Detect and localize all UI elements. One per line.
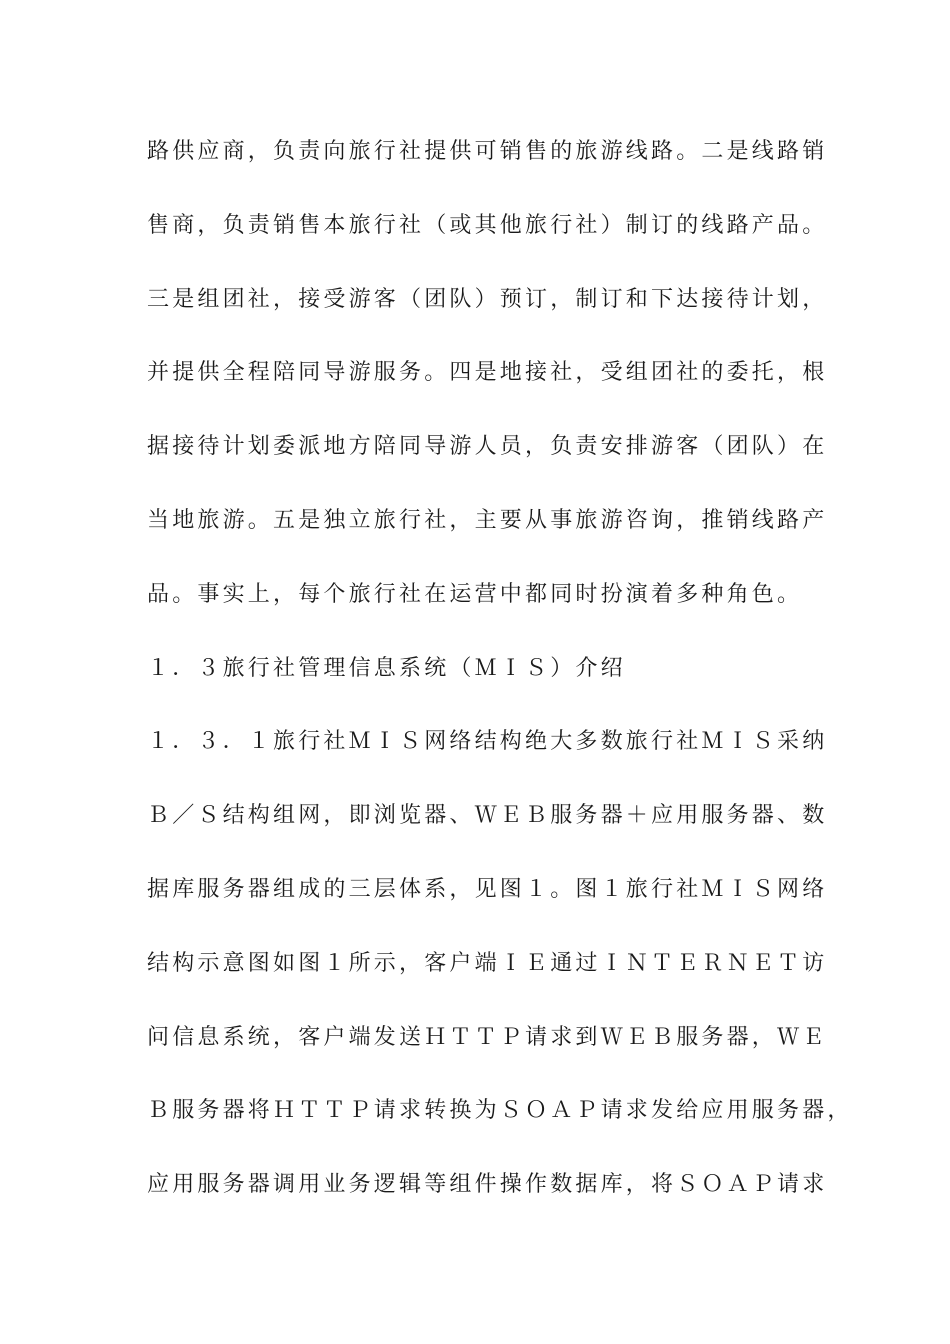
text-line: 三是组团社，接受游客（团队）预订，制订和下达接待计划， [147, 286, 828, 312]
text-line: 当地旅游。五是独立旅行社，主要从事旅游咨询，推销线路产 [147, 507, 828, 533]
section-heading: １．３旅行社管理信息系统（ＭＩＳ）介绍 [147, 655, 626, 681]
text-line: 品。事实上，每个旅行社在运营中都同时扮演着多种角色。 [147, 581, 803, 607]
text-line: 问信息系统，客户端发送ＨＴＴＰ请求到ＷＥＢ服务器，ＷＥ [147, 1024, 828, 1050]
text-line: 售商，负责销售本旅行社（或其他旅行社）制订的线路产品。 [147, 212, 828, 238]
text-line: １．３．１旅行社ＭＩＳ网络结构绝大多数旅行社ＭＩＳ采纳 [147, 729, 828, 755]
text-line: 据接待计划委派地方陪同导游人员，负责安排游客（团队）在 [147, 434, 828, 460]
text-line: 据库服务器组成的三层体系，见图１。图１旅行社ＭＩＳ网络 [147, 876, 828, 902]
text-line: Ｂ／Ｓ结构组网，即浏览器、ＷＥＢ服务器＋应用服务器、数 [147, 803, 828, 829]
text-line: 路供应商，负责向旅行社提供可销售的旅游线路。二是线路销 [147, 139, 828, 164]
text-line: 并提供全程陪同导游服务。四是地接社，受组团社的委托，根 [147, 360, 828, 386]
text-line: 结构示意图如图１所示，客户端ＩＥ通过ＩＮＴＥＲＮＥＴ访 [147, 950, 828, 976]
text-line: 应用服务器调用业务逻辑等组件操作数据库，将ＳＯＡＰ请求 [147, 1172, 828, 1198]
text-line: Ｂ服务器将ＨＴＴＰ请求转换为ＳＯＡＰ请求发给应用服务器， [147, 1098, 853, 1124]
body-text [147, 131, 853, 1238]
